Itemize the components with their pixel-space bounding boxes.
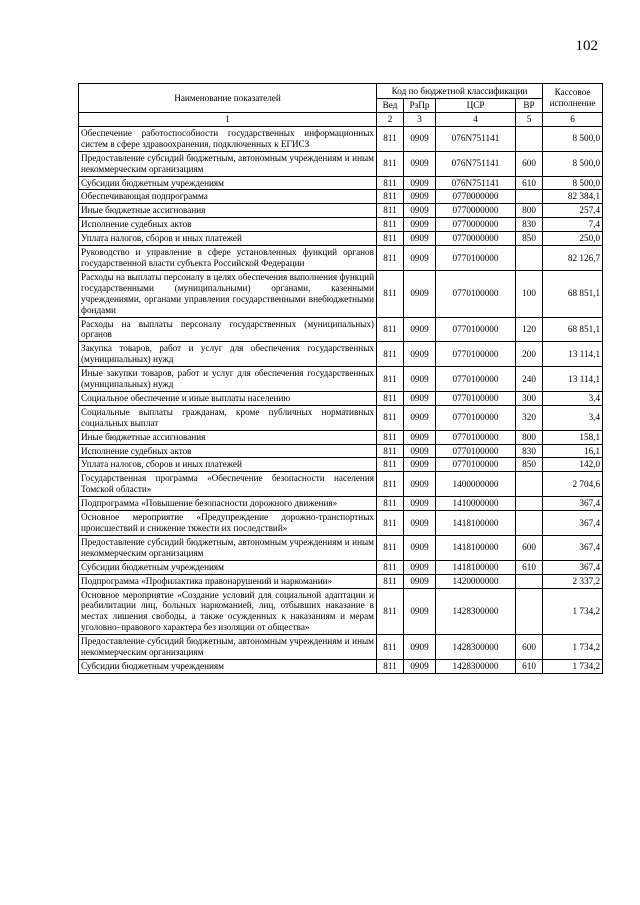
row-ved: 811 (377, 204, 404, 218)
row-rzpr: 0909 (404, 588, 436, 635)
row-vr (516, 497, 543, 511)
row-csr: 076N751141 (436, 176, 516, 190)
row-ved: 811 (377, 232, 404, 246)
row-name: Руководство и управление в сфере установленных функций органов государственной власти субъекта Российской Федерации (79, 246, 377, 271)
row-ved: 811 (377, 405, 404, 430)
row-amount: 13 114,1 (543, 342, 603, 367)
row-amount: 367,4 (543, 535, 603, 560)
row-amount: 367,4 (543, 497, 603, 511)
row-name: Подпрограмма «Профилактика правонарушений и наркомании» (79, 574, 377, 588)
row-name: Социальное обеспечение и иные выплаты населению (79, 391, 377, 405)
row-ved: 811 (377, 574, 404, 588)
table-row (79, 659, 603, 673)
table-row (79, 444, 603, 458)
row-rzpr: 0909 (404, 126, 436, 151)
budget-table (78, 83, 603, 674)
table-row (79, 204, 603, 218)
row-csr: 0770100000 (436, 367, 516, 392)
row-vr (516, 472, 543, 497)
table-row (79, 317, 603, 342)
row-vr: 240 (516, 367, 543, 392)
row-csr: 1420000000 (436, 574, 516, 588)
row-vr (516, 126, 543, 151)
row-csr: 1418100000 (436, 535, 516, 560)
row-name: Исполнение судебных актов (79, 444, 377, 458)
row-vr (516, 190, 543, 204)
row-vr (516, 588, 543, 635)
table-row (79, 574, 603, 588)
row-csr: 0770100000 (436, 430, 516, 444)
table-row (79, 176, 603, 190)
row-vr: 600 (516, 151, 543, 176)
row-name: Субсидии бюджетным учреждениям (79, 176, 377, 190)
row-vr: 300 (516, 391, 543, 405)
column-number-row (79, 113, 603, 127)
row-amount: 3,4 (543, 405, 603, 430)
row-name: Уплата налогов, сборов и иных платежей (79, 232, 377, 246)
row-csr: 0770000000 (436, 190, 516, 204)
row-rzpr: 0909 (404, 367, 436, 392)
row-csr: 076N751141 (436, 151, 516, 176)
table-row (79, 270, 603, 317)
row-amount: 257,4 (543, 204, 603, 218)
row-vr (516, 246, 543, 271)
page-number: 102 (575, 38, 598, 54)
row-csr: 0770100000 (436, 391, 516, 405)
row-amount: 158,1 (543, 430, 603, 444)
header-vr: ВР (516, 99, 543, 113)
row-vr: 100 (516, 270, 543, 317)
row-amount: 13 114,1 (543, 367, 603, 392)
row-name: Предоставление субсидий бюджетным, автономным учреждениям и иным некоммерческим организациям (79, 535, 377, 560)
table-row (79, 367, 603, 392)
row-csr: 0770000000 (436, 218, 516, 232)
table-row (79, 458, 603, 472)
row-name: Обеспечение работоспособности государственных информационных систем в сфере здравоохранения, подключенных к ЕГИСЗ (79, 126, 377, 151)
table-row (79, 560, 603, 574)
row-amount: 250,0 (543, 232, 603, 246)
row-rzpr: 0909 (404, 458, 436, 472)
row-vr: 800 (516, 204, 543, 218)
row-csr: 0770100000 (436, 458, 516, 472)
row-name: Государственная программа «Обеспечение безопасности населения Томской области» (79, 472, 377, 497)
table-row (79, 511, 603, 536)
row-ved: 811 (377, 458, 404, 472)
row-ved: 811 (377, 588, 404, 635)
row-ved: 811 (377, 511, 404, 536)
table-row (79, 232, 603, 246)
row-amount: 3,4 (543, 391, 603, 405)
row-amount: 82 126,7 (543, 246, 603, 271)
table-row (79, 342, 603, 367)
row-name: Обеспечивающая подпрограмма (79, 190, 377, 204)
row-csr: 1418100000 (436, 560, 516, 574)
row-vr: 800 (516, 430, 543, 444)
row-ved: 811 (377, 560, 404, 574)
row-vr: 830 (516, 444, 543, 458)
column-number: 6 (543, 113, 603, 127)
table-row (79, 535, 603, 560)
row-rzpr: 0909 (404, 635, 436, 660)
row-ved: 811 (377, 151, 404, 176)
row-vr: 850 (516, 458, 543, 472)
row-csr: 076N751141 (436, 126, 516, 151)
row-ved: 811 (377, 218, 404, 232)
row-vr: 610 (516, 560, 543, 574)
row-amount: 142,0 (543, 458, 603, 472)
row-vr: 600 (516, 535, 543, 560)
row-csr: 0770100000 (436, 444, 516, 458)
row-amount: 2 704,6 (543, 472, 603, 497)
row-name: Подпрограмма «Повышение безопасности дорожного движения» (79, 497, 377, 511)
row-name: Иные бюджетные ассигнования (79, 204, 377, 218)
row-rzpr: 0909 (404, 560, 436, 574)
row-rzpr: 0909 (404, 204, 436, 218)
row-csr: 0770000000 (436, 232, 516, 246)
header-name: Наименование показателей (79, 84, 377, 113)
header-csr: ЦСР (436, 99, 516, 113)
row-vr: 610 (516, 176, 543, 190)
header-budget-code: Код по бюджетной классификации (377, 84, 543, 99)
row-ved: 811 (377, 246, 404, 271)
header-ved: Вед (377, 99, 404, 113)
row-csr: 1400000000 (436, 472, 516, 497)
column-number: 1 (79, 113, 377, 127)
column-number: 4 (436, 113, 516, 127)
row-amount: 1 734,2 (543, 635, 603, 660)
row-rzpr: 0909 (404, 151, 436, 176)
header-rzpr: РзПр (404, 99, 436, 113)
row-name: Предоставление субсидий бюджетным, автономным учреждениям и иным некоммерческим организациям (79, 151, 377, 176)
row-csr: 1418100000 (436, 511, 516, 536)
row-csr: 1428300000 (436, 659, 516, 673)
table-row (79, 472, 603, 497)
row-ved: 811 (377, 342, 404, 367)
row-name: Иные закупки товаров, работ и услуг для обеспечения государственных (муниципальных) нужд (79, 367, 377, 392)
row-rzpr: 0909 (404, 176, 436, 190)
row-ved: 811 (377, 391, 404, 405)
row-csr: 0770100000 (436, 246, 516, 271)
column-number: 2 (377, 113, 404, 127)
table-row (79, 430, 603, 444)
row-rzpr: 0909 (404, 472, 436, 497)
row-name: Социальные выплаты гражданам, кроме публичных нормативных социальных выплат (79, 405, 377, 430)
table-row (79, 497, 603, 511)
table-row (79, 190, 603, 204)
row-csr: 0770000000 (436, 204, 516, 218)
row-amount: 1 734,2 (543, 588, 603, 635)
row-rzpr: 0909 (404, 218, 436, 232)
row-vr: 600 (516, 635, 543, 660)
table-row (79, 151, 603, 176)
row-csr: 1428300000 (436, 635, 516, 660)
table-row (79, 126, 603, 151)
table-row (79, 218, 603, 232)
row-ved: 811 (377, 444, 404, 458)
row-name: Уплата налогов, сборов и иных платежей (79, 458, 377, 472)
row-amount: 8 500,0 (543, 176, 603, 190)
column-number: 5 (516, 113, 543, 127)
row-ved: 811 (377, 635, 404, 660)
row-rzpr: 0909 (404, 430, 436, 444)
table-row (79, 588, 603, 635)
row-csr: 0770100000 (436, 342, 516, 367)
row-vr: 850 (516, 232, 543, 246)
row-amount: 7,4 (543, 218, 603, 232)
row-vr: 830 (516, 218, 543, 232)
row-amount: 68 851,1 (543, 317, 603, 342)
row-rzpr: 0909 (404, 574, 436, 588)
row-amount: 8 500,0 (543, 151, 603, 176)
row-rzpr: 0909 (404, 317, 436, 342)
row-vr: 320 (516, 405, 543, 430)
row-name: Иные бюджетные ассигнования (79, 430, 377, 444)
row-ved: 811 (377, 126, 404, 151)
row-rzpr: 0909 (404, 232, 436, 246)
row-ved: 811 (377, 367, 404, 392)
row-ved: 811 (377, 497, 404, 511)
row-rzpr: 0909 (404, 497, 436, 511)
row-rzpr: 0909 (404, 270, 436, 317)
row-vr (516, 574, 543, 588)
row-amount: 82 384,1 (543, 190, 603, 204)
row-rzpr: 0909 (404, 190, 436, 204)
row-vr: 120 (516, 317, 543, 342)
row-csr: 0770100000 (436, 270, 516, 317)
row-ved: 811 (377, 472, 404, 497)
table-row (79, 405, 603, 430)
row-name: Исполнение судебных актов (79, 218, 377, 232)
row-ved: 811 (377, 190, 404, 204)
row-csr: 0770100000 (436, 405, 516, 430)
row-rzpr: 0909 (404, 444, 436, 458)
row-ved: 811 (377, 317, 404, 342)
row-name: Основное мероприятие «Предупреждение дорожно-транспортных происшествий и снижение тяжести их последствий» (79, 511, 377, 536)
row-vr: 610 (516, 659, 543, 673)
row-vr: 200 (516, 342, 543, 367)
row-amount: 16,1 (543, 444, 603, 458)
row-rzpr: 0909 (404, 659, 436, 673)
row-amount: 367,4 (543, 511, 603, 536)
row-rzpr: 0909 (404, 405, 436, 430)
row-name: Субсидии бюджетным учреждениям (79, 659, 377, 673)
row-vr (516, 511, 543, 536)
row-name: Закупка товаров, работ и услуг для обеспечения государственных (муниципальных) нужд (79, 342, 377, 367)
row-rzpr: 0909 (404, 535, 436, 560)
row-ved: 811 (377, 659, 404, 673)
row-name: Основное мероприятие «Создание условий для социальной адаптации и реабилитации лиц, больных наркоманией, лиц, отбывших наказание в местах лишения свободы, а также осужденных к наказаниям и мерам уголовно–правового характера без изоляции от общества» (79, 588, 377, 635)
row-ved: 811 (377, 270, 404, 317)
row-name: Субсидии бюджетным учреждениям (79, 560, 377, 574)
row-name: Предоставление субсидий бюджетным, автономным учреждениям и иным некоммерческим организациям (79, 635, 377, 660)
table-row (79, 246, 603, 271)
row-rzpr: 0909 (404, 246, 436, 271)
row-csr: 1428300000 (436, 588, 516, 635)
row-ved: 811 (377, 176, 404, 190)
row-csr: 0770100000 (436, 317, 516, 342)
row-ved: 811 (377, 430, 404, 444)
row-csr: 1410000000 (436, 497, 516, 511)
row-amount: 8 500,0 (543, 126, 603, 151)
row-rzpr: 0909 (404, 342, 436, 367)
row-ved: 811 (377, 535, 404, 560)
row-name: Расходы на выплаты персоналу государственных (муниципальных) органов (79, 317, 377, 342)
row-rzpr: 0909 (404, 511, 436, 536)
row-amount: 68 851,1 (543, 270, 603, 317)
table-row (79, 391, 603, 405)
row-amount: 367,4 (543, 560, 603, 574)
header-cash-execution: Кассовое исполнение (543, 84, 603, 113)
row-name: Расходы на выплаты персоналу в целях обеспечения выполнения функций государственными (муниципальными) органами, казенными учреждениями, органами управления государственными внебюджетными фондами (79, 270, 377, 317)
row-rzpr: 0909 (404, 391, 436, 405)
column-number: 3 (404, 113, 436, 127)
row-amount: 2 337,2 (543, 574, 603, 588)
row-amount: 1 734,2 (543, 659, 603, 673)
table-row (79, 635, 603, 660)
